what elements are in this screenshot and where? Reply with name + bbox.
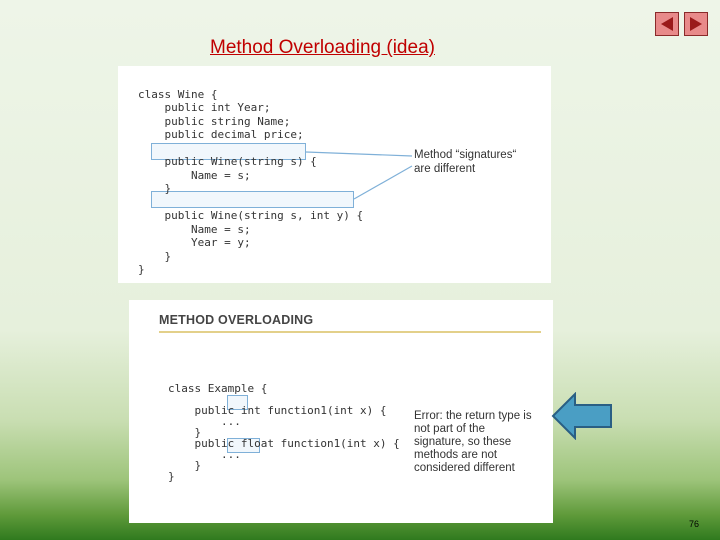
- code-line: ...: [168, 415, 241, 428]
- code-line: }: [138, 263, 145, 276]
- code-line: class Example {: [168, 382, 268, 395]
- page-number: 76: [689, 519, 700, 529]
- error-line: Error: the return type is: [414, 410, 532, 422]
- code-line: }: [168, 459, 202, 472]
- error-line: methods are not: [414, 449, 498, 461]
- error-line: considered different: [414, 462, 515, 474]
- back-arrow-icon[interactable]: [551, 392, 613, 440]
- error-line: signature, so these: [414, 436, 512, 448]
- annotation-line: Method “signatures“: [414, 149, 517, 161]
- code-line: public int Year;: [138, 101, 271, 114]
- triangle-right-icon: [688, 16, 704, 32]
- code-line: public string Name;: [138, 114, 291, 128]
- wine-code-figure: [118, 66, 551, 283]
- code-line: public Wine(string s) {: [138, 155, 317, 168]
- error-line: not part of the: [414, 423, 485, 435]
- next-slide-button[interactable]: [684, 12, 708, 36]
- code-line: ...: [168, 448, 241, 461]
- code-line: }: [138, 182, 172, 195]
- code-line: Name = s;: [138, 222, 251, 236]
- code-line: public int function1(int x) {: [168, 404, 387, 417]
- example-code-block: [168, 372, 400, 482]
- heading-rule: [159, 331, 541, 333]
- code-line: Year = y;: [138, 236, 251, 249]
- overloading-example-figure: [129, 300, 553, 523]
- signature-annotation: [414, 149, 516, 176]
- code-line: public decimal price;: [138, 128, 304, 141]
- annotation-line: are different: [414, 162, 476, 175]
- slide-title: Method Overloading (idea): [210, 37, 435, 58]
- code-line: class Wine {: [138, 87, 218, 101]
- code-line: Name = s;: [138, 168, 251, 182]
- section-heading: METHOD OVERLOADING: [159, 313, 314, 327]
- triangle-left-icon: [659, 16, 675, 32]
- code-line: }: [138, 249, 172, 263]
- code-line: public Wine(string s, int y) {: [138, 209, 364, 222]
- code-line: }: [168, 470, 175, 483]
- code-line: }: [168, 426, 202, 439]
- code-line: public float function1(int x) {: [168, 437, 400, 450]
- previous-slide-button[interactable]: [655, 12, 679, 36]
- error-annotation: [414, 410, 532, 475]
